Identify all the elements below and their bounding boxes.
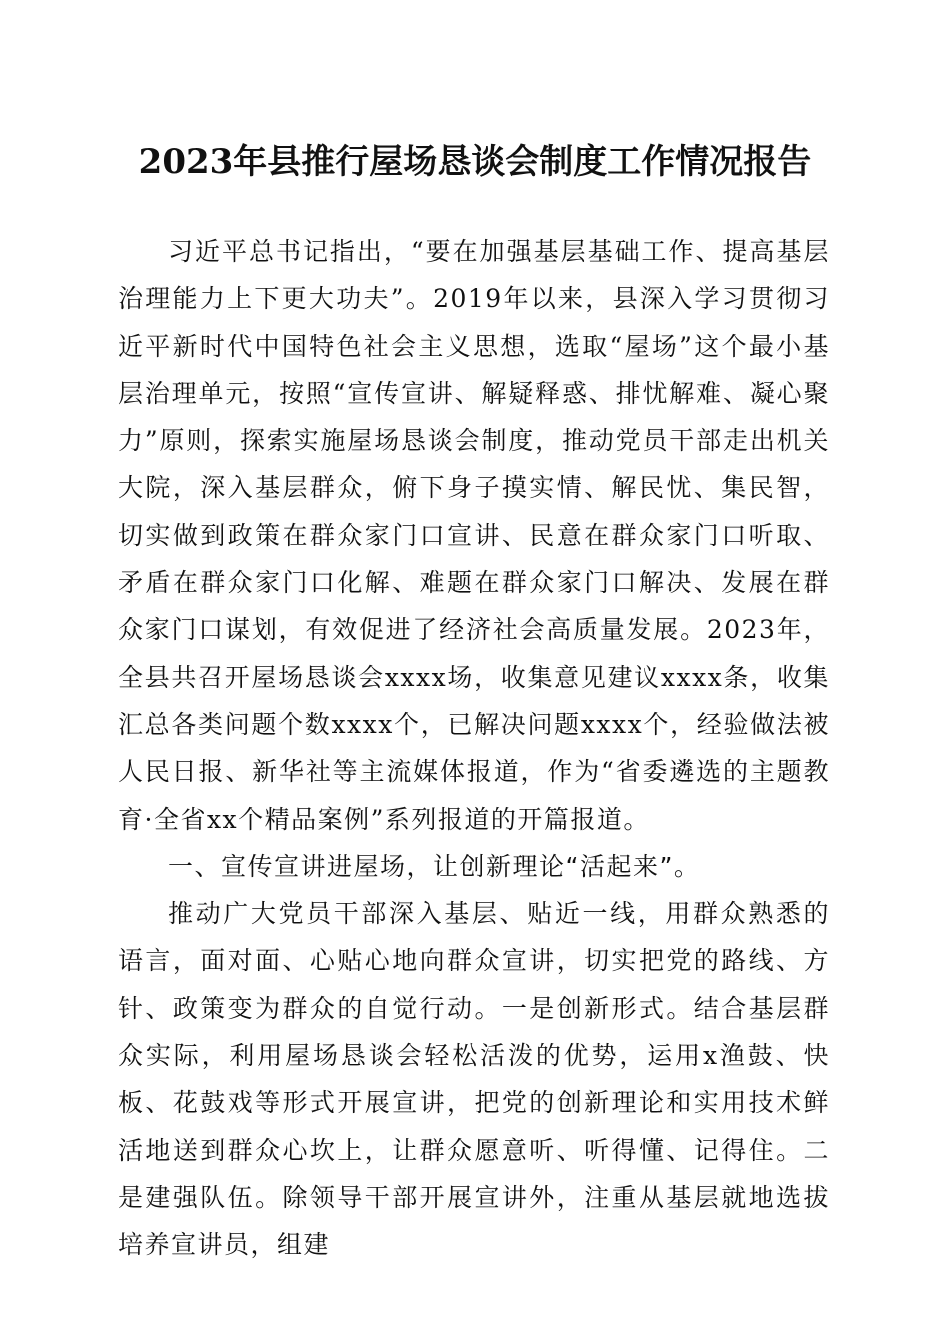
intro-paragraph: 习近平总书记指出，“要在加强基层基础工作、提高基层治理能力上下更大功夫”。2019年以来，县深入学习贯彻习近平新时代中国特色社会主义思想，选取“屋场”这个最小基层治理单元，按照“宣传宣讲、解疑释惑、排忧解难、凝心聚力”原则，探索实施屋场恳谈会制度，推动党员干部走出机关大院，深入基层群众，俯下身子摸实情、解民忧、集民智，切实做到政策在群众家门口宣讲、民意在群众家门口听取、矛盾在群众家门口化解、难题在群众家门口解决、发展在群众家门口谋划，有效促进了经济社会高质量发展。2023年，全县共召开屋场恳谈会xxxx场，收集意见建议xxxx条，收集汇总各类问题个数xxxx个，已解决问题xxxx个，经验做法被人民日报、新华社等主流媒体报道，作为“省委遴选的主题教育·全省xx个精品案例”系列报道的开篇报道。 (118, 237, 830, 834)
document-title: 2023年县推行屋场恳谈会制度工作情况报告 (138, 142, 812, 182)
section-1-paragraph: 推动广大党员干部深入基层、贴近一线，用群众熟悉的语言，面对面、心贴心地向群众宣讲，切实把党的路线、方针、政策变为群众的自觉行动。一是创新形式。结合基层群众实际，利用屋场恳谈会轻松活泼的优势，运用x渔鼓、快板、花鼓戏等形式开展宣讲，把党的创新理论和实用技术鲜活地送到群众心坎上，让群众愿意听、听得懂、记得住。二是建强队伍。除领导干部开展宣讲外，注重从基层就地选拔培养宣讲员，组建 (118, 899, 830, 1260)
section-1-heading: 一、宣传宣讲进屋场，让创新理论“活起来”。 (168, 851, 701, 881)
document-body (118, 228, 830, 1269)
